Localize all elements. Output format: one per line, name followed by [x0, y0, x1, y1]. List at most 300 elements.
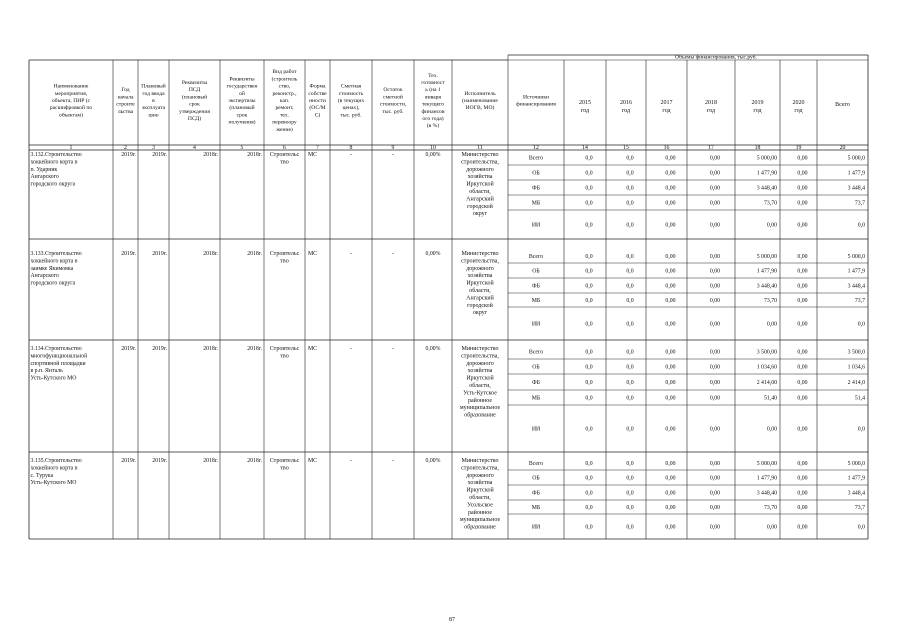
financing-value: 0,00 [797, 283, 808, 290]
ownership-form: МС [308, 152, 318, 158]
estimated-cost: - [350, 152, 352, 158]
column-number: 12 [533, 145, 539, 151]
financing-value: 0,00 [709, 364, 721, 371]
financing-value: 0,00 [709, 349, 721, 356]
executor: дорожного [466, 472, 494, 479]
financing-value: 0,00 [766, 321, 777, 328]
readiness: 0,00% [425, 152, 441, 158]
financing-value: 0,00 [797, 364, 808, 371]
financing-value: 0,00 [797, 254, 808, 260]
financing-value: 0,00 [797, 475, 808, 482]
ownership-form: МС [308, 346, 318, 352]
financing-value: 0,00 [797, 524, 808, 531]
executor: строительства, [461, 258, 499, 265]
financing-value: 1 477,90 [756, 170, 777, 177]
financing-source: ОБ [532, 364, 540, 371]
header-year: 2020 [792, 100, 805, 106]
header-label: объектам) [59, 112, 83, 119]
financing-source: Всего [528, 254, 544, 260]
header-label: Источники [522, 94, 550, 101]
financing-source: ИИ [531, 321, 541, 328]
financing-value: 0,0 [626, 349, 634, 356]
work-type: тво [280, 465, 289, 472]
financing-value: 0,00 [709, 185, 721, 192]
header-label: тыс. руб. [340, 112, 362, 119]
object-name: заимке Якимовка [30, 265, 74, 272]
financing-value: 0,00 [797, 426, 808, 433]
financing-value: 0,00 [797, 155, 808, 162]
financing-value: 0,00 [766, 426, 777, 433]
column-number: 20 [839, 145, 846, 151]
financing-value: 0,00 [709, 380, 721, 386]
financing-value: 2 414,00 [756, 380, 777, 386]
executor: хозяйства [467, 368, 493, 375]
header-label: получения) [228, 119, 256, 126]
financing-value: 51,40 [763, 395, 777, 402]
financing-value: 0,00 [797, 505, 808, 511]
header-label: текущего [421, 101, 445, 108]
header-label: стоимости, [379, 101, 407, 108]
header-label: Наименование [53, 83, 89, 90]
header-label: Тех. [428, 72, 438, 79]
financing-value: 0,00 [709, 490, 721, 497]
financing-value: 0,00 [709, 461, 721, 467]
financing-value: 1 477,90 [756, 475, 777, 482]
financing-value: 0,00 [709, 170, 721, 177]
date-cell: 2019г. [121, 458, 136, 464]
column-number: 17 [708, 145, 714, 151]
object-name: хоккейного корта в [30, 159, 78, 166]
executor: дорожного [466, 360, 494, 367]
header-year: год [753, 108, 762, 114]
financing-value: 0,00 [709, 155, 721, 162]
remaining-cost: - [392, 458, 394, 464]
header-label: тыс. руб. [382, 108, 404, 115]
date-cell: 2019г. [152, 152, 167, 158]
remaining-cost: - [392, 346, 394, 352]
financing-value: 0,0 [585, 364, 593, 371]
header-label: Реквизиты [229, 76, 255, 83]
executor: городской [467, 203, 493, 210]
financing-value: 73,70 [763, 505, 777, 511]
financing-value: 0,00 [665, 155, 676, 162]
object-name: п. Ударник [30, 166, 58, 173]
financing-value: 0,0 [585, 490, 593, 497]
financing-value: 0,0 [585, 505, 593, 511]
executor: Ангарский [466, 295, 494, 302]
executor: муниципальное [459, 517, 501, 524]
header-label: ь (на 1 [425, 87, 441, 94]
executor: хозяйства [467, 480, 493, 487]
work-type: тво [280, 353, 289, 360]
object-name: городского округа [30, 280, 76, 287]
header-label: год ввода [142, 90, 165, 97]
financing-value: 0,0 [626, 200, 634, 207]
header-label: ремонт, [275, 105, 294, 112]
financing-value: 0,00 [797, 200, 808, 207]
header-label: ПСД [188, 87, 201, 94]
financing-value: 73,70 [763, 298, 777, 304]
financing-value: 0,00 [709, 395, 721, 402]
executor: районное [467, 397, 493, 404]
header-year: 2015 [579, 100, 591, 106]
financing-value: 0,00 [709, 254, 721, 260]
financing-value: 5 000,00 [756, 254, 777, 260]
financing-source: Всего [528, 155, 544, 162]
financing-value: 0,0 [626, 490, 634, 497]
object-name: 3.134.Строительство [30, 346, 82, 352]
financing-source: Всего [528, 461, 544, 467]
financing-value: 3 448,40 [756, 283, 777, 290]
financing-value: 0,0 [585, 200, 593, 207]
readiness: 0,00% [425, 346, 441, 352]
column-number: 14 [582, 145, 588, 151]
financing-value: 0,0 [626, 475, 634, 482]
date-cell: 2018г. [203, 152, 218, 158]
financing-value: 0,00 [665, 283, 676, 290]
column-number: 15 [623, 145, 629, 151]
financing-value: 0,0 [585, 283, 593, 290]
date-cell: 2019г. [152, 251, 167, 257]
financing-value: 0,00 [665, 524, 676, 531]
header-label: (в текущих [337, 98, 365, 104]
financing-value: 3 448,4 [847, 185, 865, 192]
financing-value: 0,00 [709, 475, 721, 482]
date-cell: 2018г. [203, 346, 218, 352]
financing-value: 0,0 [585, 268, 593, 275]
financing-source: ОБ [532, 170, 540, 177]
financing-value: 0,00 [766, 222, 777, 229]
header-label: (строитель [271, 76, 298, 83]
header-label: мероприятия, [54, 90, 88, 97]
object-name: 3.132.Строительство [30, 152, 82, 158]
financing-value: 3 500,0 [847, 349, 865, 356]
financing-source: ИИ [531, 524, 541, 531]
financing-value: 2 414,0 [847, 380, 865, 386]
executor: строительства, [461, 159, 499, 166]
financing-value: 0,00 [797, 395, 808, 402]
financing-value: 1 477,9 [847, 268, 865, 275]
financing-value: 0,0 [585, 349, 593, 356]
financing-value: 0,00 [665, 461, 676, 467]
financing-value: 0,00 [665, 426, 676, 433]
financing-value: 0,00 [709, 200, 721, 207]
executor: области, [469, 288, 491, 294]
header-label: перевоору [272, 119, 297, 126]
header-label: экспертизы [228, 98, 256, 104]
financing-value: 0,0 [585, 395, 593, 402]
financing-value: 5 000,00 [756, 461, 777, 467]
financing-value: 0,00 [665, 475, 676, 482]
object-name: Ангарского [30, 174, 59, 181]
financing-value: 0,0 [626, 395, 634, 402]
object-name: с. Турука [30, 472, 54, 479]
column-number: 19 [795, 145, 802, 151]
financing-value: 0,0 [626, 426, 634, 433]
date-cell: 2018г. [203, 458, 218, 464]
financing-value: 0,0 [585, 254, 593, 260]
financing-value: 0,0 [585, 475, 593, 482]
financing-source: МБ [531, 395, 541, 402]
column-number: 7 [316, 145, 319, 151]
object-name: Усть-Кутского МО [30, 375, 77, 382]
executor: Усольское [467, 502, 493, 509]
financing-value: 0,0 [626, 155, 634, 162]
executor: районное [467, 509, 493, 516]
readiness: 0,00% [425, 458, 441, 464]
financing-value: 0,0 [626, 222, 634, 229]
financing-value: 73,7 [854, 298, 865, 304]
financing-value: 5 000,0 [847, 461, 865, 467]
header-label: (плановый [181, 94, 208, 101]
financing-value: 0,00 [709, 426, 721, 433]
financing-source: ОБ [532, 475, 540, 482]
estimated-cost: - [350, 251, 352, 257]
financing-value: 0,0 [857, 524, 865, 531]
financing-value: 0,0 [585, 222, 593, 229]
date-cell: 2019г. [121, 152, 136, 158]
object-name: хоккейного корта в [30, 258, 78, 265]
header-label: льства [117, 108, 134, 115]
date-cell: 2018г. [203, 251, 218, 257]
financing-value: 73,7 [854, 505, 865, 511]
object-name: спортивной площадки [30, 360, 86, 367]
executor: образование [464, 524, 496, 531]
financing-value: 0,00 [797, 349, 808, 356]
financing-value: 0,0 [626, 524, 634, 531]
financing-source: ИИ [531, 426, 541, 433]
readiness: 0,00% [425, 251, 441, 257]
financing-value: 0,0 [626, 461, 634, 467]
executor: дорожного [466, 166, 494, 173]
financing-value: 0,00 [709, 298, 721, 304]
financing-value: 1 034,6 [847, 364, 865, 371]
executor: хозяйства [467, 174, 493, 181]
ownership-form: МС [308, 251, 318, 257]
financing-source: ФБ [532, 283, 540, 290]
column-number: 2 [124, 145, 127, 151]
financing-value: 0,00 [797, 461, 808, 467]
header-label: С) [314, 112, 321, 119]
financing-value: 0,00 [665, 268, 676, 275]
financing-value: 0,00 [665, 254, 676, 260]
header-year: 2018 [705, 100, 717, 106]
header-label: (в %) [426, 123, 440, 130]
header-label: государствен [226, 83, 258, 90]
executor: Министерство [461, 346, 499, 352]
executor: области, [469, 383, 491, 389]
executor: Ангарский [466, 196, 494, 203]
work-type: Строительс [269, 458, 300, 464]
header-label: цию [148, 112, 159, 119]
financing-value: 0,00 [709, 268, 721, 275]
header-label: Вид работ [272, 69, 297, 76]
header-label: ого года) [422, 116, 444, 122]
financing-value: 0,0 [626, 185, 634, 192]
page-number: 87 [449, 617, 455, 623]
financing-value: 0,00 [665, 349, 676, 356]
ownership-form: МС [308, 458, 318, 464]
header-label: строите [116, 101, 135, 108]
header-label: финансов [421, 108, 445, 115]
header-label: ПСД) [187, 116, 202, 122]
financing-value: 0,00 [665, 490, 676, 497]
header-year: год [621, 108, 631, 114]
executor: дорожного [466, 265, 494, 272]
work-type: Строительс [269, 346, 300, 352]
executor: округ [472, 310, 488, 317]
financing-value: 0,00 [797, 490, 808, 497]
executor: Иркутской [466, 280, 494, 287]
header-label: ой [239, 90, 245, 97]
header-label: Форма [309, 83, 326, 90]
column-number: 10 [430, 145, 436, 151]
header-label: Остаток [383, 87, 403, 94]
financing-value: 0,00 [797, 321, 808, 328]
financing-value: 0,00 [665, 364, 676, 371]
financing-value: 0,0 [585, 155, 593, 162]
executor: области, [469, 189, 491, 195]
column-number: 5 [240, 145, 244, 151]
column-number: 16 [663, 145, 670, 151]
object-name: Ангарского [30, 273, 59, 280]
header-label: собстве [308, 90, 327, 97]
executor: Министерство [461, 251, 499, 257]
financing-source: МБ [531, 298, 541, 304]
object-name: хоккейного корта в [30, 465, 78, 472]
header-label: сметной [383, 94, 403, 101]
work-type: Строительс [269, 251, 300, 257]
financing-value: 0,0 [585, 524, 593, 531]
financing-source: ОБ [532, 268, 540, 275]
financing-value: 5 000,0 [847, 254, 865, 260]
column-number: 6 [283, 145, 286, 151]
financing-value: 0,0 [626, 298, 634, 304]
estimated-cost: - [350, 346, 352, 352]
financing-value: 0,0 [857, 222, 865, 229]
header-year: Всего [835, 102, 850, 108]
header-label: Год [121, 87, 130, 94]
header-label: (наименование [462, 98, 498, 104]
financing-source: ИИ [531, 222, 541, 229]
financing-value: 0,00 [665, 395, 676, 402]
header-label: объекта, ПИР (с [51, 98, 91, 104]
financing-value: 0,0 [857, 426, 865, 433]
financing-value: 0,00 [797, 222, 808, 229]
executor: строительства, [461, 465, 499, 472]
financing-value: 0,00 [709, 321, 721, 328]
header-label: финансирования [516, 101, 556, 108]
header-label: жение) [276, 126, 293, 133]
executor: строительства, [461, 353, 499, 360]
header-label: Плановый [141, 83, 166, 90]
header-label: Исполнитель [464, 90, 496, 97]
financing-source: ФБ [532, 490, 540, 497]
financing-value: 0,00 [709, 222, 721, 229]
estimated-cost: - [350, 458, 352, 464]
financing-value: 0,0 [626, 364, 634, 371]
executor: Усть-Кутское [463, 390, 497, 397]
header-label: срок [189, 101, 200, 108]
financing-value: 0,0 [626, 254, 634, 260]
financing-value: 0,00 [797, 380, 808, 386]
financing-value: 0,00 [797, 268, 808, 275]
column-number: 18 [754, 145, 761, 151]
object-name: городского округа [30, 181, 76, 188]
financing-source: Всего [528, 349, 544, 356]
financing-value: 0,00 [797, 298, 808, 304]
financing-value: 0,0 [585, 321, 593, 328]
financing-value: 0,00 [709, 524, 721, 531]
financing-value: 3 448,40 [756, 490, 777, 497]
object-name: Усть-Кутского МО [30, 480, 77, 487]
financing-value: 0,00 [665, 222, 676, 229]
header-label: стоимость [338, 90, 364, 97]
header-year: год [794, 108, 803, 114]
executor: Министерство [461, 152, 499, 158]
object-name: многофункциональной [30, 353, 88, 360]
financing-value: 0,0 [626, 170, 634, 177]
financing-value: 0,0 [585, 461, 593, 467]
financing-value: 0,00 [797, 185, 808, 192]
header-group-label: Объемы финансирования, тыс.руб. [675, 54, 757, 61]
header-year: год [662, 108, 671, 114]
financing-value: 5 000,0 [847, 155, 865, 162]
executor: Иркутской [466, 181, 494, 188]
date-cell: 2019г. [152, 346, 167, 352]
object-name: в р.п. Янталь [30, 368, 63, 375]
financing-value: 3 448,4 [847, 283, 865, 290]
financing-value: 0,0 [626, 321, 634, 328]
financing-value: 1 034,60 [756, 364, 777, 371]
executor: образование [464, 412, 496, 419]
header-label: эксплуата [141, 105, 166, 112]
date-cell: 2019г. [152, 458, 167, 464]
executor: Иркутской [466, 375, 494, 382]
executor: округ [472, 211, 488, 218]
financing-value: 0,00 [665, 321, 676, 328]
remaining-cost: - [392, 251, 394, 257]
header-label: (плановый [229, 105, 255, 112]
column-number: 11 [477, 145, 483, 151]
header-label: Реквизиты [181, 80, 208, 86]
header-label: срок [236, 112, 248, 119]
financing-value: 0,0 [857, 321, 865, 328]
remaining-cost: - [392, 152, 394, 158]
header-year: год [706, 108, 716, 114]
date-cell: 2018г. [247, 152, 262, 158]
financing-value: 0,00 [665, 170, 676, 177]
header-label: готовност [421, 80, 445, 86]
header-label: начала [117, 94, 134, 101]
financing-value: 1 477,9 [847, 475, 865, 482]
date-cell: 2019г. [121, 346, 136, 352]
financing-value: 73,7 [854, 200, 865, 207]
executor: хозяйства [467, 273, 493, 280]
financing-value: 0,0 [585, 380, 593, 386]
column-number: 9 [391, 145, 395, 151]
header-year: 2017 [660, 100, 673, 106]
financing-value: 0,00 [766, 524, 777, 531]
object-name: 3.135.Строительство [30, 458, 82, 464]
financing-value: 0,0 [626, 380, 634, 386]
financing-value: 0,0 [626, 283, 634, 290]
financing-value: 3 500,00 [756, 349, 777, 356]
header-label: нности [309, 98, 326, 104]
financing-value: 1 477,9 [847, 170, 865, 177]
financing-value: 3 448,4 [847, 490, 865, 497]
header-label: ценах), [342, 105, 360, 112]
